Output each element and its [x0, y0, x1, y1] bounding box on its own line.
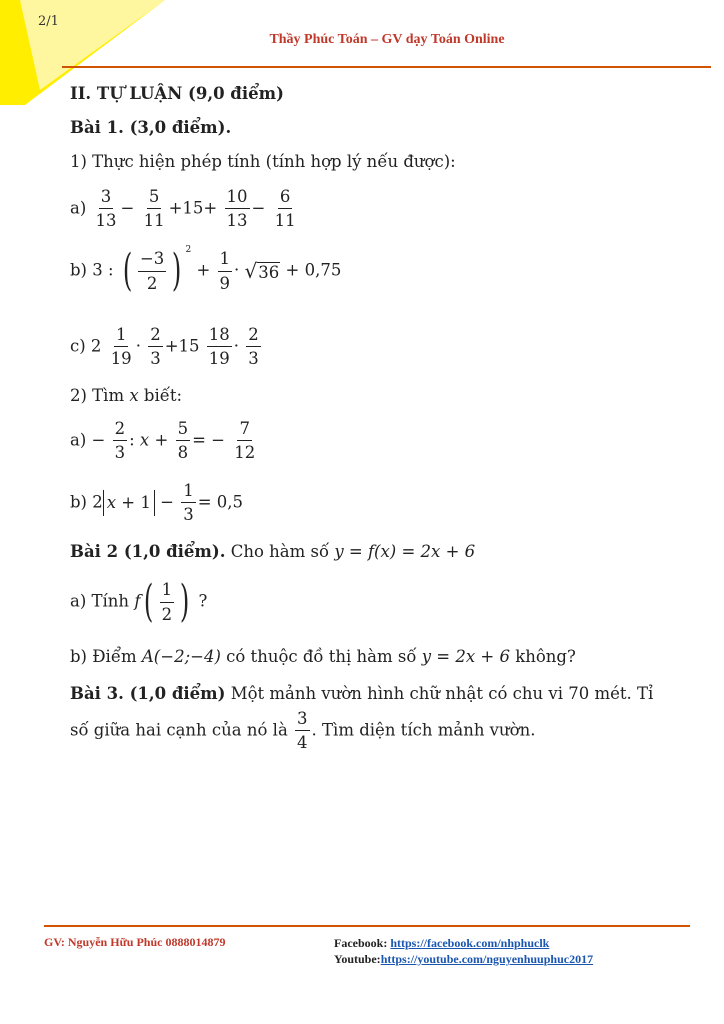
section-heading: II. TỰ LUẬN (9,0 điểm) — [70, 84, 284, 103]
bai1-a: a) $\frac{3}{13}$ − $\frac{5}{11}$ +15+ $\frac{10}{13}$ − $\frac{6}{11}$ — [70, 187, 296, 231]
bai2-heading-line: Bài 2 (1,0 điểm). Cho hàm số y = f(x) = 2x + 6 — [70, 542, 476, 561]
bai1-2a: a) − $\frac{2}{3}$ : x + $\frac{5}{8}$ = − $\frac{7}{12}$ — [70, 419, 256, 463]
header-divider — [62, 66, 711, 68]
bai1-2b: b) 2 x + 1 − $\frac{1}{3}$ = 0,5 — [70, 481, 244, 525]
bai2-b: b) Điểm A(−2;−4) có thuộc đồ thị hàm số y = 2x + 6 không? — [70, 647, 576, 666]
bai1-part1: 1) Thực hiện phép tính (tính hợp lý nếu được): — [70, 152, 456, 171]
footer-links — [334, 935, 593, 967]
facebook-link[interactable]: https://facebook.com/nhphuclk — [390, 936, 550, 950]
page-number: 2/1 — [38, 14, 59, 29]
header-title: Thầy Phúc Toán – GV dạy Toán Online — [269, 32, 505, 47]
bai3-line2: số giữa hai cạnh của nó là $\frac{3}{4}$ . Tìm diện tích mảnh vườn. — [70, 709, 536, 753]
youtube-link[interactable]: https://youtube.com/nguyenhuuphuc2017 — [380, 952, 594, 966]
bai3-line1: Bài 3. (1,0 điểm) Một mảnh vườn hình chữ nhật có chu vi 70 mét. Tỉ — [70, 684, 654, 703]
footer-divider — [44, 925, 690, 927]
bai1-heading: Bài 1. (3,0 điểm). — [70, 118, 232, 137]
footer-teacher: GV: Nguyễn Hữu Phúc 0888014879 — [44, 935, 226, 949]
facebook-label: Facebook: — [334, 936, 388, 950]
bai1-b: b) 3 : ( $\frac{-3}{2}$ ) $^2$ + $\frac{1}{9}$ · √36 + 0,75 — [70, 245, 342, 296]
youtube-label: Youtube: — [334, 952, 381, 966]
bai1-c: c) 2 $\frac{1}{19}$ · $\frac{2}{3}$ +15 $\frac{18}{19}$ · $\frac{2}{3}$ — [70, 325, 259, 369]
bai1-part2: 2) Tìm x biết: — [70, 386, 183, 405]
bai2-a: a) Tính f( $\frac{1}{2}$ ) ? — [70, 576, 208, 627]
